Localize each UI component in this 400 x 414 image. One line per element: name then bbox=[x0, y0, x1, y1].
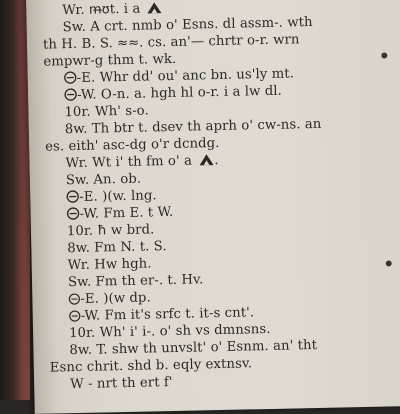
circle-face-icon bbox=[64, 88, 77, 101]
text-line-7: 10r. Wh' s-o. bbox=[64, 103, 149, 120]
cipher-glyph: ≈≈. bbox=[117, 36, 144, 52]
text-line-2: Sw. A crt. nmb o' Esns. dl assm-. wth bbox=[63, 15, 313, 35]
text-line-3: th H. B. S. ≈≈. cs. an'— chrtr o-r. wrn bbox=[43, 32, 300, 52]
binding-hole bbox=[381, 52, 387, 58]
text-line-11: Sw. An. ob. bbox=[66, 172, 142, 189]
circle-face-icon bbox=[64, 71, 77, 84]
circle-face-icon bbox=[69, 310, 81, 322]
text-line-16: Wr. Hw hgh. bbox=[68, 256, 152, 273]
cipher-glyph: m̶ʊ bbox=[89, 2, 110, 17]
text-line-21: 8w. T. shw th unvslt' o' Esnm. an' tht bbox=[69, 338, 317, 358]
text-line-5: -E. Whr dd' ou' anc bn. us'ly mt. bbox=[62, 66, 295, 86]
text-line-19: -W. Fm it's srfc t. it-s cnt'. bbox=[67, 305, 255, 324]
circle-face-icon bbox=[66, 207, 79, 220]
cipher-glyph: ħ bbox=[97, 223, 106, 238]
text-line-18: -E. )(w dp. bbox=[66, 290, 151, 307]
triangle-mountain-icon bbox=[198, 153, 214, 166]
text-line-17: Sw. Fm th er-. t. Hv. bbox=[68, 272, 204, 290]
text-line-4: empwr-g thm t. wk. bbox=[43, 52, 176, 70]
book-page bbox=[26, 0, 400, 414]
text-line-23: W - nrt th ert f' bbox=[70, 375, 173, 392]
book-binding bbox=[0, 0, 30, 400]
text-line-14: 10r. ħ w brd. bbox=[67, 222, 155, 239]
binding-hole bbox=[386, 260, 392, 266]
text-line-8: 8w. Th btr t. dsev th aprh o' cw-ns. an bbox=[65, 117, 322, 137]
text-line-10: Wr. Wt i' th fm o' a . bbox=[65, 153, 218, 171]
text-line-1: Wr. m̶ʊt. i a bbox=[62, 1, 163, 18]
text-line-22: Esnc chrit. shd b. eqly extnsv. bbox=[50, 356, 253, 375]
text-line-13: -W. Fm E. t W. bbox=[64, 205, 173, 222]
circle-face-icon bbox=[66, 190, 79, 203]
text-line-12: -E. )(w. lng. bbox=[64, 188, 157, 205]
text-line-20: 10r. Wh' i' i-. o' sh vs dmnsns. bbox=[69, 322, 271, 341]
text-line-6: -W. O-n. a. hgh hl o-r. i a lw dl. bbox=[62, 84, 282, 104]
triangle-mountain-icon bbox=[147, 1, 163, 14]
text-line-15: 8w. Fm N. t. S. bbox=[67, 239, 167, 256]
circle-face-icon bbox=[68, 293, 80, 305]
text-line-9: es. eith' asc-dg o'r dcndg. bbox=[45, 136, 220, 155]
